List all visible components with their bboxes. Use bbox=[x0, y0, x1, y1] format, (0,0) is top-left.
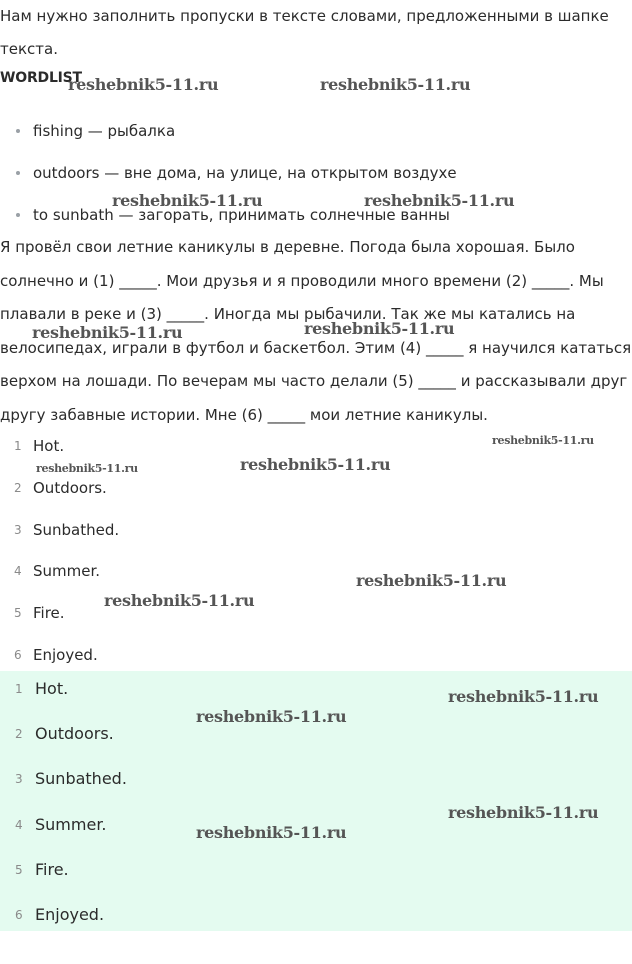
watermark: reshebnik5-11.ru bbox=[320, 75, 471, 94]
bullet-icon bbox=[16, 171, 20, 175]
list-item: 2 Outdoors. bbox=[15, 724, 114, 744]
text-line: плавали в реке и (3) _____. Иногда мы рыбачили. Так же мы катались на bbox=[0, 305, 576, 323]
watermark: reshebnik5-11.ru bbox=[356, 571, 507, 590]
list-item: 5 Fire. bbox=[14, 604, 65, 623]
intro-line-1: Нам нужно заполнить пропуски в тексте словами, предложенными в шапке bbox=[0, 7, 609, 25]
intro-line-2: текста. bbox=[0, 40, 58, 58]
bullet-icon bbox=[16, 213, 20, 217]
wordlist-title: WORDLIST bbox=[0, 70, 82, 86]
watermark: reshebnik5-11.ru bbox=[448, 687, 599, 706]
list-item: 3 Sunbathed. bbox=[15, 769, 127, 789]
watermark: reshebnik5-11.ru bbox=[112, 191, 263, 210]
list-item: fishing — рыбалка bbox=[0, 115, 632, 157]
watermark: reshebnik5-11.ru bbox=[36, 462, 138, 475]
wordlist bbox=[0, 115, 632, 241]
watermark: reshebnik5-11.ru bbox=[32, 323, 183, 342]
text-line: Я провёл свои летние каникулы в деревне. Погода была хорошая. Было bbox=[0, 238, 575, 256]
list-item: 1 Hot. bbox=[15, 679, 69, 698]
text-line: велосипедах, играли в футбол и баскетбол. Этим (4) _____ я научился кататься bbox=[0, 338, 632, 357]
list-item: 4 Summer. bbox=[15, 814, 107, 834]
watermark: reshebnik5-11.ru bbox=[68, 75, 219, 94]
list-item: 3 Sunbathed. bbox=[14, 520, 120, 539]
watermark: reshebnik5-11.ru bbox=[240, 455, 391, 474]
watermark: reshebnik5-11.ru bbox=[492, 434, 594, 447]
watermark: reshebnik5-11.ru bbox=[304, 319, 455, 338]
list-item: to sunbath — загорать, принимать солнечные ванны bbox=[0, 199, 632, 241]
list-item: 1 Hot. bbox=[14, 437, 65, 455]
text-line: солнечно и (1) _____. Мои друзья и я проводили много времени (2) _____. Мы bbox=[0, 271, 604, 290]
answer-box-list bbox=[0, 672, 127, 943]
list-item: 6 Enjoyed. bbox=[14, 645, 98, 664]
list-item: outdoors — вне дома, на улице, на открытом воздухе bbox=[0, 157, 632, 199]
watermark: reshebnik5-11.ru bbox=[196, 823, 347, 842]
list-item: 4 Summer. bbox=[14, 562, 101, 581]
bullet-icon bbox=[16, 129, 20, 133]
list-item: 5 Fire. bbox=[15, 859, 69, 879]
list-item: 6 Enjoyed. bbox=[15, 904, 105, 924]
watermark: reshebnik5-11.ru bbox=[448, 803, 599, 822]
list-item: 2 Outdoors. bbox=[14, 478, 107, 497]
watermark: reshebnik5-11.ru bbox=[364, 191, 515, 210]
text-line: верхом на лошади. По вечерам мы часто делали (5) _____ и рассказывали друг bbox=[0, 372, 628, 390]
text-line: другу забавные истории. Мне (6) _____ мои летние каникулы. bbox=[0, 405, 488, 424]
watermark: reshebnik5-11.ru bbox=[104, 591, 255, 610]
watermark: reshebnik5-11.ru bbox=[196, 707, 347, 726]
